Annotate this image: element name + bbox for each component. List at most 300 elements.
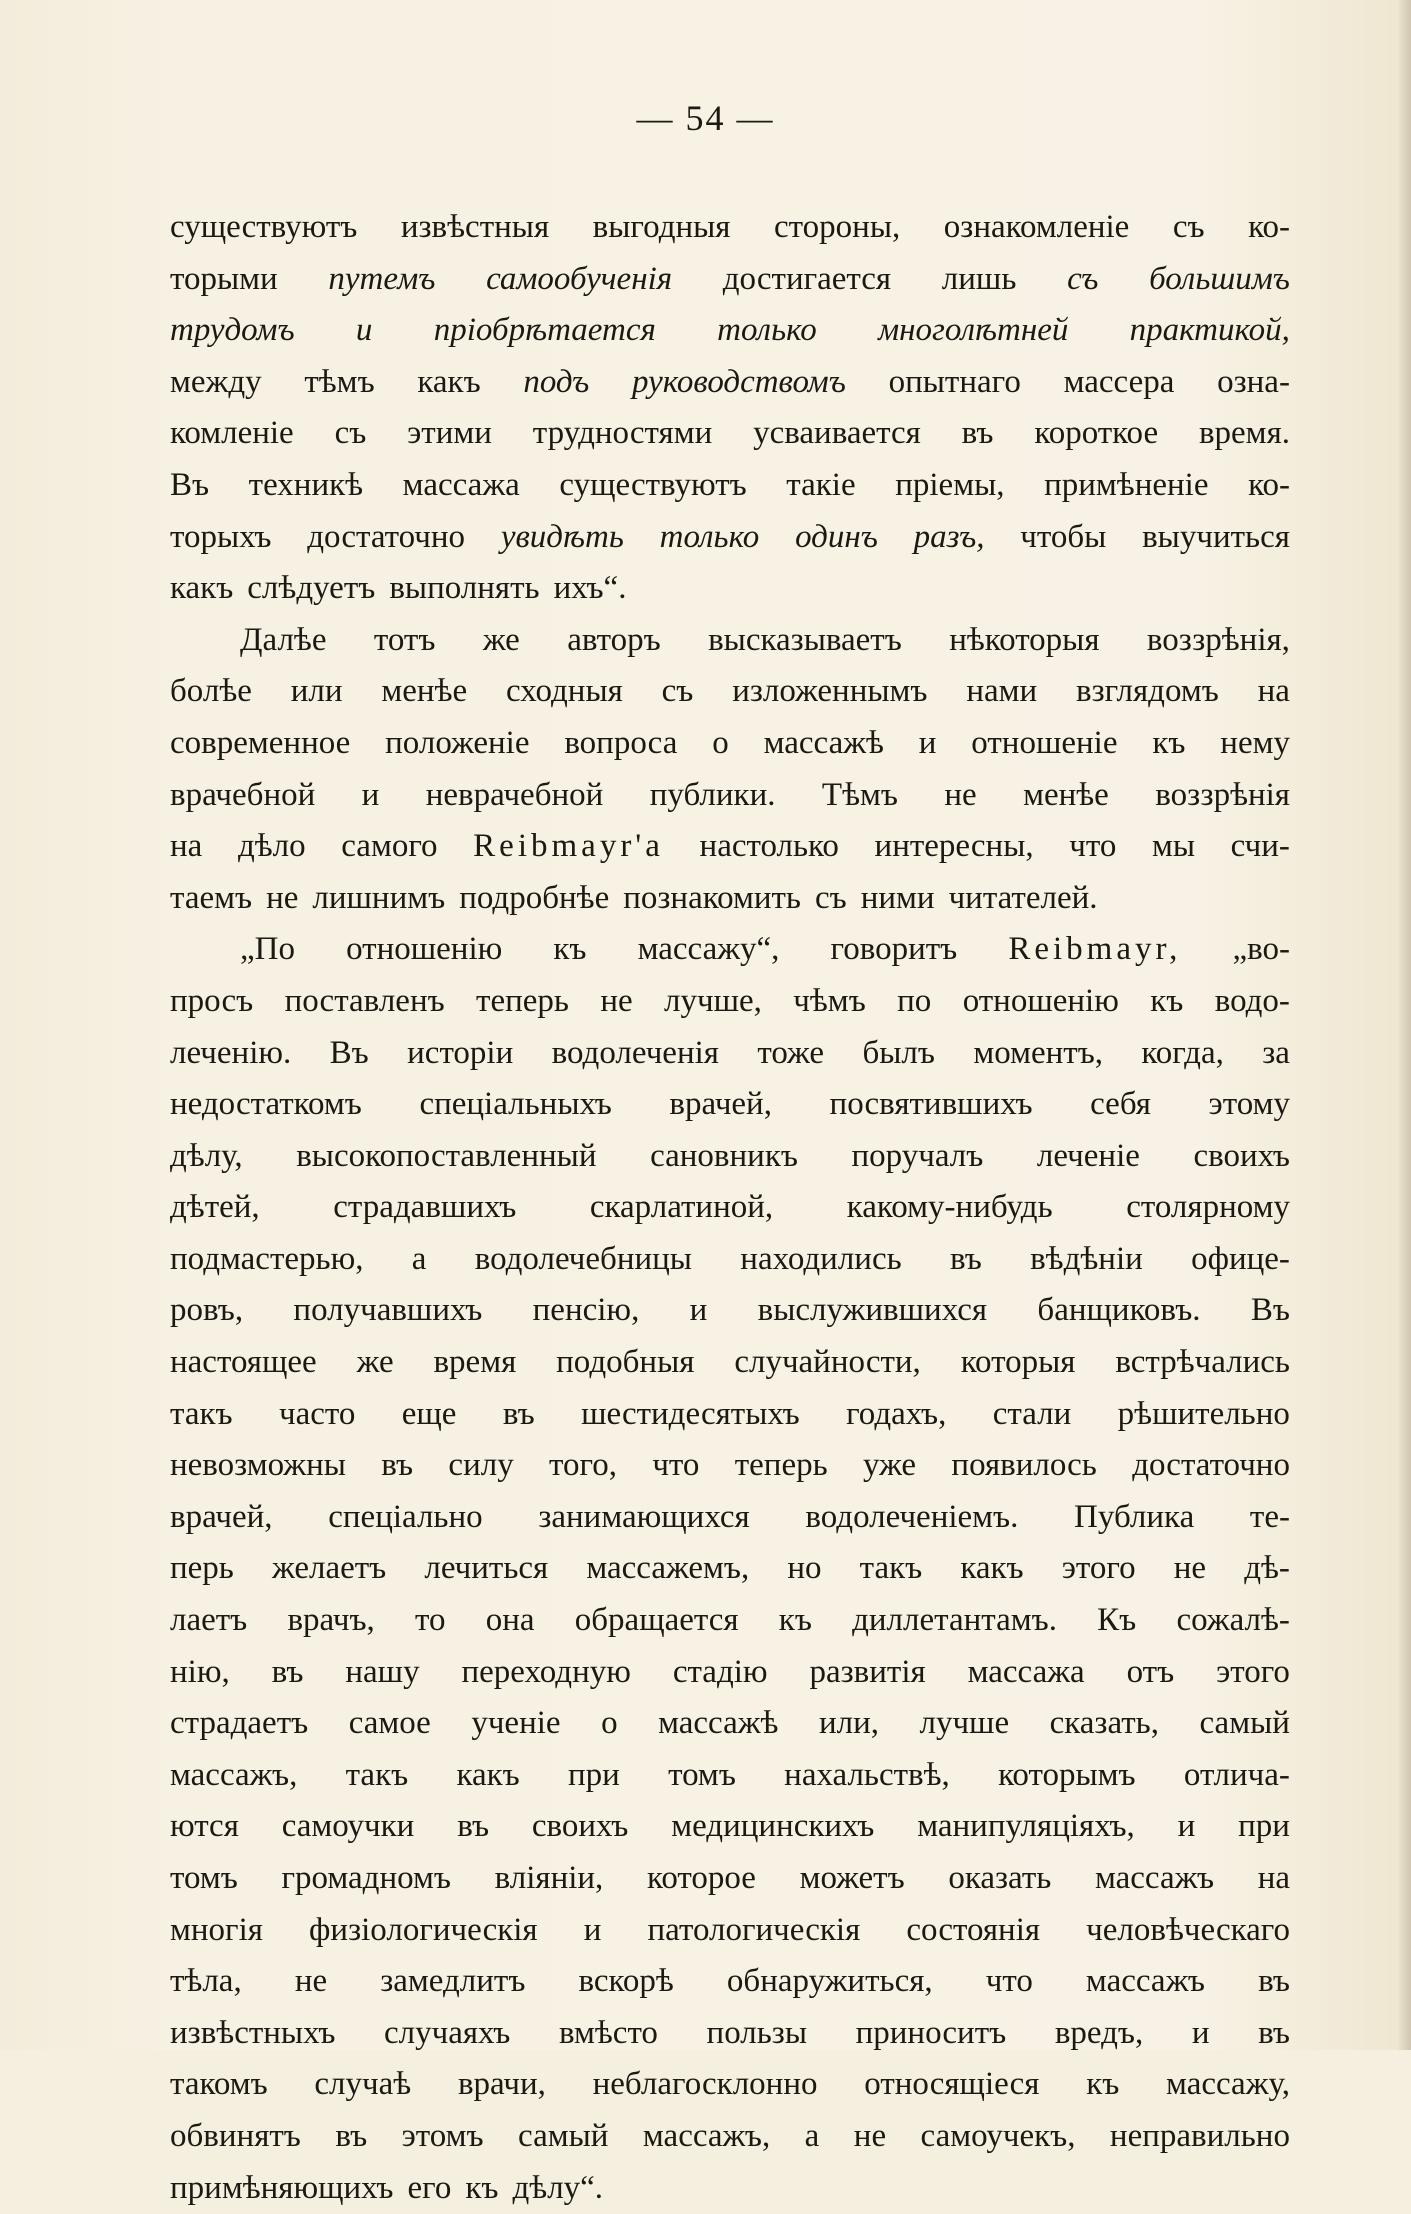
word: случаѣ bbox=[314, 2066, 412, 2103]
text-line bbox=[170, 873, 1290, 925]
word: о bbox=[712, 724, 729, 761]
word: интересны, bbox=[874, 828, 1034, 865]
word: такъ bbox=[345, 1756, 409, 1793]
text-line bbox=[170, 770, 1290, 822]
text-line bbox=[170, 254, 1290, 306]
word: ними bbox=[860, 879, 935, 916]
word: пріобрѣтается bbox=[433, 312, 656, 349]
word: водо- bbox=[1214, 982, 1290, 1019]
word: увидѣть bbox=[500, 518, 624, 555]
word: силу bbox=[448, 1447, 514, 1484]
word: вліяніи, bbox=[494, 1860, 604, 1896]
word: время bbox=[433, 1344, 517, 1381]
word: о bbox=[601, 1705, 618, 1742]
word: выполнять bbox=[389, 570, 540, 607]
word: которыя bbox=[960, 1344, 1076, 1381]
word: въ bbox=[1258, 1963, 1290, 2000]
word: и bbox=[355, 312, 373, 349]
word: случаяхъ bbox=[384, 2014, 511, 2051]
word: ко- bbox=[1248, 466, 1290, 503]
word: въ bbox=[502, 1395, 535, 1432]
text-line bbox=[170, 1079, 1290, 1131]
word: можетъ bbox=[799, 1860, 905, 1896]
word: себя bbox=[1090, 1086, 1151, 1123]
word: Reibmayr'а bbox=[473, 828, 664, 865]
text-line bbox=[170, 1234, 1290, 1286]
word: современное bbox=[170, 724, 351, 761]
word: менѣе bbox=[1023, 776, 1109, 813]
word: моментъ, bbox=[973, 1034, 1104, 1071]
word: еще bbox=[401, 1395, 457, 1432]
text-line bbox=[170, 1595, 1290, 1647]
word: и bbox=[689, 1292, 708, 1329]
word: уже bbox=[863, 1447, 917, 1484]
word: теперь bbox=[476, 982, 569, 1019]
word: сожалѣ- bbox=[1176, 1602, 1290, 1639]
word: въ bbox=[457, 1808, 490, 1845]
word: относящіеся bbox=[864, 2066, 1040, 2103]
word: пенсію, bbox=[532, 1292, 640, 1329]
word: таемъ bbox=[170, 879, 253, 916]
word: человѣческаго bbox=[1086, 1911, 1290, 1948]
word: просъ bbox=[170, 982, 254, 1019]
word: замедлитъ bbox=[380, 1963, 526, 2000]
word: те- bbox=[1249, 1498, 1290, 1535]
word: ются bbox=[170, 1808, 239, 1845]
word: вмѣсто bbox=[558, 2014, 658, 2051]
word: ознакомленіе bbox=[943, 209, 1130, 245]
word: случайности, bbox=[734, 1344, 921, 1381]
word: Въ bbox=[1250, 1292, 1290, 1329]
word: самый bbox=[518, 2117, 609, 2154]
word: томъ bbox=[170, 1860, 238, 1896]
word: массажъ, bbox=[642, 2117, 771, 2154]
word: по bbox=[897, 982, 932, 1019]
text-line bbox=[170, 357, 1290, 409]
word: водолеченія bbox=[551, 1034, 719, 1071]
word: же bbox=[482, 621, 520, 658]
word: но bbox=[787, 1550, 822, 1587]
word: массажа bbox=[402, 466, 520, 503]
word: въ bbox=[335, 2117, 368, 2154]
word: массажъ, bbox=[170, 1756, 298, 1793]
word: этого bbox=[1216, 1653, 1290, 1690]
text-line bbox=[170, 1905, 1290, 1957]
page-number: — 54 — bbox=[636, 98, 775, 138]
word: комленіе bbox=[170, 415, 294, 452]
word: познакомить bbox=[623, 879, 801, 916]
word: страдавшихъ bbox=[333, 1189, 517, 1226]
word: многія bbox=[170, 1911, 263, 1948]
word: стали bbox=[992, 1395, 1072, 1432]
word: на bbox=[1257, 1860, 1290, 1896]
word: оказать bbox=[948, 1860, 1052, 1896]
word: не bbox=[600, 982, 633, 1019]
word: не bbox=[944, 776, 977, 813]
word: нахальствѣ, bbox=[784, 1756, 950, 1793]
word: медицинскихъ bbox=[671, 1808, 875, 1845]
word: вѣдѣніи bbox=[1030, 1240, 1143, 1277]
word: съ bbox=[1067, 260, 1099, 297]
word: самый bbox=[1199, 1705, 1290, 1742]
word: болѣе bbox=[170, 673, 252, 710]
word: подмастерью, bbox=[170, 1240, 364, 1277]
text-line bbox=[170, 1337, 1290, 1389]
word: этому bbox=[1208, 1086, 1290, 1123]
word: не bbox=[266, 879, 299, 916]
text-line bbox=[170, 976, 1290, 1028]
word: ихъ“. bbox=[553, 570, 627, 607]
word: въ bbox=[381, 1447, 414, 1484]
word: самое bbox=[348, 1705, 431, 1742]
word: лучше bbox=[919, 1705, 1010, 1742]
word: отношенію bbox=[962, 982, 1119, 1019]
word: выслужившихся bbox=[757, 1292, 988, 1329]
word: воззрѣнія bbox=[1155, 776, 1290, 813]
word: „По bbox=[240, 931, 295, 968]
word: банщиковъ. bbox=[1037, 1292, 1201, 1329]
word: состоянія bbox=[906, 1911, 1041, 1948]
word: какъ bbox=[960, 1550, 1024, 1587]
word: Далѣе bbox=[240, 621, 327, 658]
word: публики. bbox=[649, 776, 776, 813]
text-line bbox=[170, 2008, 1290, 2060]
word: примѣняющихъ bbox=[170, 2169, 394, 2206]
word: массажѣ bbox=[763, 724, 884, 761]
word: отношенію bbox=[346, 931, 503, 968]
word: чтобы bbox=[1020, 518, 1107, 555]
word: офице- bbox=[1191, 1240, 1290, 1277]
word: такомъ bbox=[170, 2066, 268, 2103]
word: менѣе bbox=[381, 673, 468, 710]
text-line bbox=[170, 1698, 1290, 1750]
word: тѣла, bbox=[170, 1963, 242, 2000]
text-line bbox=[170, 512, 1290, 564]
word: обращается bbox=[574, 1602, 739, 1639]
word: между bbox=[170, 363, 262, 400]
word: лаетъ bbox=[170, 1602, 248, 1639]
word: существуютъ bbox=[559, 466, 747, 503]
word: этого bbox=[1061, 1550, 1136, 1587]
word: съ bbox=[661, 673, 694, 710]
word: тотъ bbox=[373, 621, 436, 658]
word: появилось bbox=[951, 1447, 1097, 1484]
word: она bbox=[485, 1602, 535, 1639]
word: исторіи bbox=[407, 1034, 514, 1071]
word: обвинятъ bbox=[170, 2117, 301, 2154]
text-line bbox=[170, 1131, 1290, 1183]
word: поставленъ bbox=[284, 982, 445, 1019]
word: дѣло bbox=[237, 828, 306, 865]
word: дѣлу“. bbox=[512, 2169, 604, 2206]
word: вопроса bbox=[564, 724, 678, 761]
word: мы bbox=[1151, 828, 1196, 865]
word: какому-нибудь bbox=[846, 1189, 1053, 1226]
word: съ bbox=[334, 415, 367, 452]
word: нѣкоторыя bbox=[949, 621, 1100, 658]
word: врачей, bbox=[170, 1498, 273, 1535]
word: которымъ bbox=[998, 1756, 1136, 1793]
word: къ bbox=[465, 2169, 499, 2206]
word: ровъ, bbox=[170, 1292, 244, 1329]
word: то bbox=[415, 1602, 446, 1639]
word: вредъ, bbox=[1054, 2014, 1144, 2051]
word: читателей. bbox=[948, 879, 1098, 916]
word: нію, bbox=[170, 1653, 230, 1690]
word: своихъ bbox=[1193, 1137, 1290, 1174]
word: неврачебной bbox=[425, 776, 604, 813]
word: перь bbox=[170, 1550, 234, 1587]
word: высказываетъ bbox=[708, 621, 902, 658]
text-line bbox=[170, 1853, 1290, 1905]
word: лучше, bbox=[664, 982, 762, 1019]
word: диллетантамъ. bbox=[852, 1602, 1057, 1639]
word: стороны, bbox=[774, 209, 901, 245]
text-line bbox=[170, 2111, 1290, 2163]
word: нашу bbox=[345, 1653, 420, 1690]
word: на bbox=[1257, 673, 1290, 710]
word: массажъ bbox=[1085, 1963, 1205, 2000]
text-line bbox=[170, 2059, 1290, 2111]
word: торыми bbox=[170, 260, 278, 297]
word: былъ bbox=[862, 1034, 935, 1071]
word: годахъ, bbox=[846, 1395, 947, 1432]
word: а bbox=[804, 2117, 820, 2154]
word: же bbox=[356, 1344, 394, 1381]
text-line bbox=[170, 305, 1290, 357]
word: дѣ- bbox=[1244, 1550, 1290, 1587]
word: къ bbox=[1150, 982, 1184, 1019]
word: и bbox=[361, 776, 380, 813]
text-line bbox=[170, 718, 1290, 770]
text-line bbox=[170, 1389, 1290, 1441]
word: какъ bbox=[456, 1756, 520, 1793]
word: врачи, bbox=[457, 2066, 546, 2103]
word: приноситъ bbox=[855, 2014, 1007, 2051]
word: водолечебницы bbox=[474, 1240, 692, 1277]
text-line bbox=[170, 1543, 1290, 1595]
word: короткое bbox=[1034, 415, 1159, 452]
word: шестидесятыхъ bbox=[581, 1395, 800, 1432]
word: этомъ bbox=[401, 2117, 484, 2154]
word: какъ bbox=[417, 363, 481, 400]
word: или, bbox=[818, 1705, 879, 1742]
word: сказать, bbox=[1049, 1705, 1159, 1742]
word: время. bbox=[1198, 415, 1290, 452]
word: извѣстныхъ bbox=[170, 2014, 336, 2051]
word: не bbox=[1173, 1550, 1207, 1587]
word: техникѣ bbox=[248, 466, 364, 503]
word: массажа bbox=[967, 1653, 1085, 1690]
word: къ bbox=[1086, 2066, 1120, 2103]
word: громадномъ bbox=[281, 1860, 451, 1896]
word: въ bbox=[271, 1653, 304, 1690]
word: настоящее bbox=[170, 1344, 317, 1381]
word: что bbox=[652, 1447, 700, 1484]
text-line bbox=[170, 1750, 1290, 1802]
word: физіологическія bbox=[309, 1911, 538, 1948]
word: отношеніе bbox=[971, 724, 1118, 761]
word: и bbox=[1191, 2014, 1210, 2051]
word: получавшихъ bbox=[293, 1292, 483, 1329]
word: леченіе bbox=[1036, 1137, 1140, 1174]
word: въ bbox=[1258, 2014, 1290, 2051]
word: трудностями bbox=[532, 415, 713, 452]
word: ученіе bbox=[471, 1705, 561, 1742]
word: въ bbox=[949, 1240, 982, 1277]
word: неправильно bbox=[1109, 2117, 1290, 2154]
word: и bbox=[583, 1911, 602, 1948]
word: выучиться bbox=[1142, 518, 1290, 555]
word: самого bbox=[341, 828, 438, 865]
word: чѣмъ bbox=[793, 982, 866, 1019]
word: встрѣчались bbox=[1115, 1344, 1290, 1381]
word: Въ bbox=[329, 1034, 369, 1071]
word: въ bbox=[961, 415, 994, 452]
word: находились bbox=[740, 1240, 902, 1277]
word: манипуляціяхъ, bbox=[917, 1808, 1135, 1845]
word: извѣстныя bbox=[400, 209, 550, 245]
word: къ bbox=[1152, 724, 1186, 761]
text-line bbox=[170, 1801, 1290, 1853]
word: одинъ bbox=[795, 518, 878, 555]
word: такъ bbox=[170, 1395, 233, 1432]
word: ко- bbox=[1248, 209, 1290, 245]
word: отъ bbox=[1126, 1653, 1175, 1690]
word: желаетъ bbox=[271, 1550, 387, 1587]
text-line bbox=[170, 460, 1290, 512]
word: занимающихся bbox=[538, 1498, 750, 1535]
word: опытнаго bbox=[888, 363, 1021, 400]
word: когда, bbox=[1141, 1034, 1224, 1071]
word: только bbox=[659, 518, 760, 555]
word: не bbox=[853, 2117, 887, 2154]
word: такіе bbox=[786, 466, 856, 503]
word: подробнѣе bbox=[459, 879, 610, 916]
word: настолько bbox=[699, 828, 839, 865]
word: часто bbox=[278, 1395, 356, 1432]
word: которое bbox=[646, 1860, 756, 1896]
page-edge-shadow bbox=[1397, 0, 1411, 2050]
word: примѣненіе bbox=[1044, 466, 1209, 503]
word: выгодныя bbox=[592, 209, 731, 245]
text-line bbox=[170, 2163, 1290, 2214]
word: большимъ bbox=[1149, 260, 1290, 297]
word: подобныя bbox=[556, 1344, 695, 1381]
word: или bbox=[290, 673, 343, 710]
word: трудомъ bbox=[170, 312, 295, 349]
word: руководствомъ bbox=[632, 363, 846, 400]
word: какъ bbox=[170, 570, 234, 607]
text-line bbox=[170, 1028, 1290, 1080]
word: неблагосклонно bbox=[592, 2066, 818, 2103]
word: съ bbox=[1172, 209, 1205, 245]
text-line bbox=[170, 202, 1290, 254]
word: воззрѣнія, bbox=[1146, 621, 1290, 658]
word: счи- bbox=[1230, 828, 1290, 865]
word: массажемъ, bbox=[586, 1550, 750, 1587]
word: самоучки bbox=[281, 1808, 415, 1845]
text-line bbox=[170, 1285, 1290, 1337]
word: массажу“, bbox=[637, 931, 780, 968]
word: Публика bbox=[1074, 1498, 1195, 1535]
word: Тѣмъ bbox=[821, 776, 898, 813]
word: къ bbox=[778, 1602, 812, 1639]
word: тѣмъ bbox=[304, 363, 375, 400]
word: отлича- bbox=[1183, 1756, 1290, 1793]
word: водолеченіемъ. bbox=[805, 1498, 1019, 1535]
word: массера bbox=[1063, 363, 1175, 400]
word: и bbox=[1177, 1808, 1196, 1845]
word: достигается bbox=[722, 260, 892, 297]
word: скарлатиной, bbox=[589, 1189, 774, 1226]
word: лишнимъ bbox=[312, 879, 446, 916]
text-line bbox=[170, 1182, 1290, 1234]
word: слѣдуетъ bbox=[247, 570, 376, 607]
word: массажъ bbox=[1094, 1860, 1215, 1896]
word: достаточно bbox=[307, 518, 466, 555]
word: его bbox=[407, 2169, 452, 2206]
text-line bbox=[170, 1492, 1290, 1544]
word: пріемы, bbox=[895, 466, 1005, 503]
word: существуютъ bbox=[170, 209, 358, 245]
word: невозможны bbox=[170, 1447, 346, 1484]
word: нему bbox=[1220, 724, 1290, 761]
text-line bbox=[170, 1440, 1290, 1492]
word: сходныя bbox=[505, 673, 623, 710]
word: практикой, bbox=[1129, 312, 1290, 349]
word: усваивается bbox=[753, 415, 921, 452]
word: врачъ, bbox=[287, 1602, 375, 1639]
word: авторъ bbox=[567, 621, 661, 658]
word: что bbox=[985, 1963, 1033, 2000]
text-line bbox=[170, 408, 1290, 460]
word: а bbox=[411, 1240, 427, 1277]
word: поручалъ bbox=[851, 1137, 984, 1174]
word: при bbox=[567, 1756, 620, 1793]
word: спеціальныхъ bbox=[419, 1086, 612, 1123]
word: самоучекъ, bbox=[920, 2117, 1076, 2154]
word: положеніе bbox=[385, 724, 530, 761]
word: за bbox=[1262, 1034, 1290, 1071]
word: достаточно bbox=[1132, 1447, 1290, 1484]
word: страдаетъ bbox=[170, 1705, 309, 1742]
word: дѣтей, bbox=[170, 1189, 260, 1226]
word: говоритъ bbox=[830, 931, 958, 968]
word: многолѣтней bbox=[878, 312, 1069, 349]
word: массажѣ bbox=[658, 1705, 779, 1742]
word: вскорѣ bbox=[578, 1963, 674, 2000]
word: рѣшительно bbox=[1117, 1395, 1290, 1432]
word: лечиться bbox=[424, 1550, 549, 1587]
body-text bbox=[170, 202, 1290, 2214]
word: томъ bbox=[668, 1756, 736, 1793]
word: „во- bbox=[1232, 931, 1290, 968]
word: переходную bbox=[461, 1653, 631, 1690]
text-line bbox=[170, 1647, 1290, 1699]
word: Къ bbox=[1097, 1602, 1137, 1639]
word: посвятившихъ bbox=[829, 1086, 1033, 1123]
word: пользы bbox=[706, 2014, 807, 2051]
word: патологическія bbox=[647, 1911, 861, 1948]
word: стадію bbox=[672, 1653, 768, 1690]
word: высокопоставленный bbox=[296, 1137, 597, 1174]
word: съ bbox=[814, 879, 847, 916]
word: врачей, bbox=[669, 1086, 772, 1123]
word: на bbox=[170, 828, 203, 865]
word: лишь bbox=[941, 260, 1017, 297]
word: разъ, bbox=[913, 518, 985, 555]
